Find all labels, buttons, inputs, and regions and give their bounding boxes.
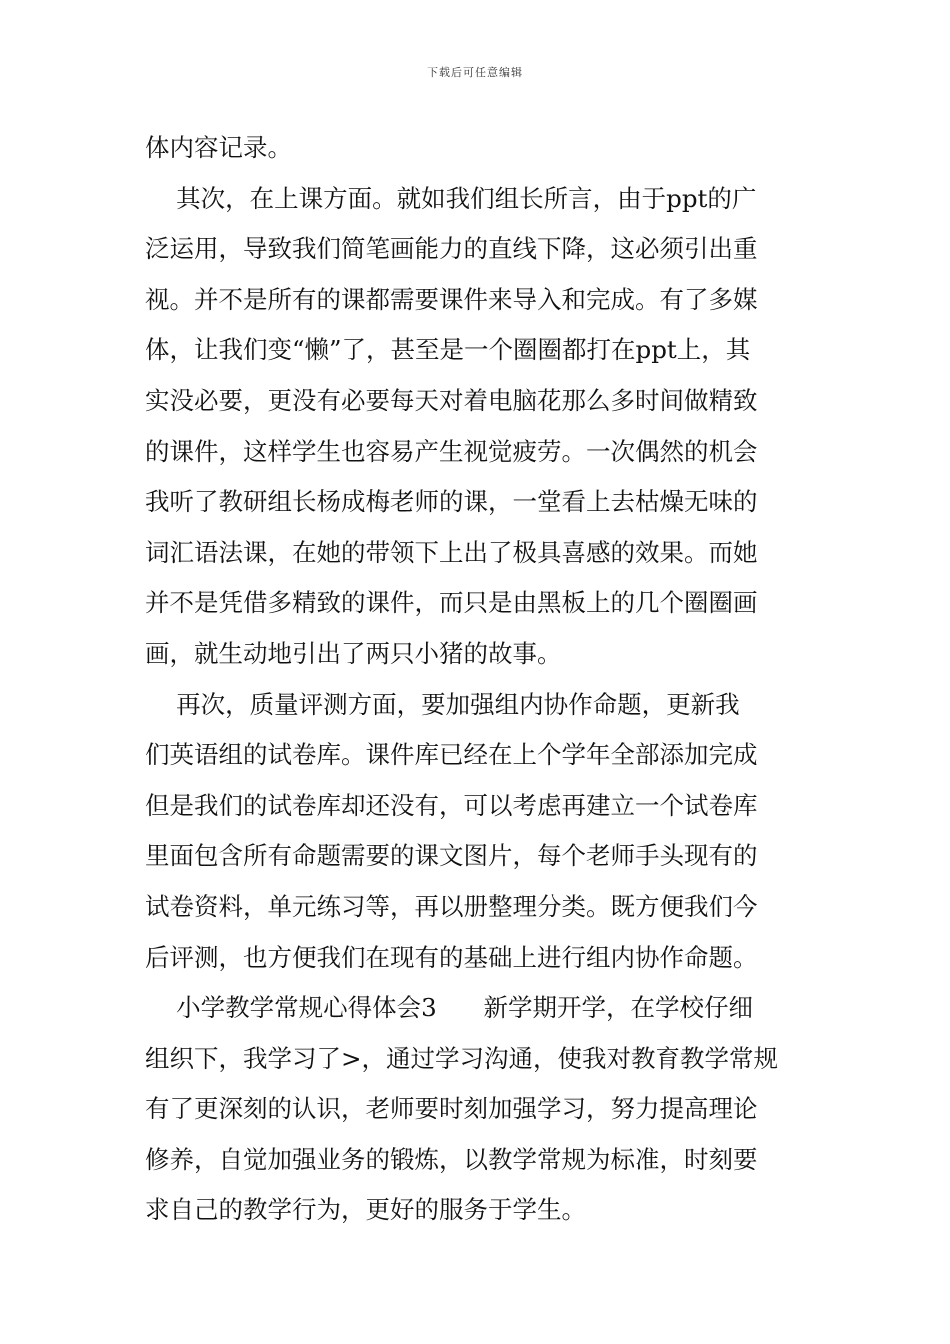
text-line: 组织下，我学习了>，通过学习沟通，使我对教育教学常规 [145, 1043, 779, 1073]
text-line: 但是我们的试卷库却还没有，可以考虑再建立一个试卷库 [145, 790, 758, 820]
text-line: 后评测，也方便我们在现有的基础上进行组内协作命题。 [145, 942, 758, 972]
text-line: 视。并不是所有的课都需要课件来导入和完成。有了多媒 [145, 284, 758, 314]
text-line: 的课件，这样学生也容易产生视觉疲劳。一次偶然的机会 [145, 436, 758, 466]
text-line: 画，就生动地引出了两只小猪的故事。 [145, 638, 562, 668]
text-line: 词汇语法课，在她的带领下上出了极具喜感的效果。而她 [145, 537, 758, 567]
text-line: 再次，质量评测方面，要加强组内协作命题，更新我 [145, 689, 740, 719]
text-line: 实没必要，更没有必要每天对着电脑花那么多时间做精致 [145, 385, 758, 415]
text-line: 修养，自觉加强业务的锻炼，以教学常规为标准，时刻要 [145, 1144, 758, 1174]
text-line: 并不是凭借多精致的课件，而只是由黑板上的几个圈圈画 [145, 588, 758, 618]
text-line: 其次，在上课方面。就如我们组长所言，由于ppt的广 [145, 183, 757, 213]
text-line: 我听了教研组长杨成梅老师的课，一堂看上去枯燥无味的 [145, 487, 758, 517]
text-line: 体，让我们变“懒”了，甚至是一个圈圈都打在ppt上，其 [145, 335, 751, 365]
page-header: 下载后可任意编辑 [427, 66, 523, 79]
text-line: 小学教学常规心得体会3 新学期开学，在学校仔细 [145, 993, 753, 1023]
text-line: 们英语组的试卷库。课件库已经在上个学年全部添加完成 [145, 740, 758, 770]
text-line: 求自己的教学行为，更好的服务于学生。 [145, 1195, 586, 1225]
text-line: 泛运用，导致我们简笔画能力的直线下降，这必须引出重 [145, 234, 758, 264]
text-line: 有了更深刻的认识，老师要时刻加强学习，努力提高理论 [145, 1094, 758, 1124]
text-line: 试卷资料，单元练习等，再以册整理分类。既方便我们今 [145, 891, 758, 921]
document-body [145, 123, 807, 1236]
text-line: 里面包含所有命题需要的课文图片，每个老师手头现有的 [145, 841, 758, 871]
text-line: 体内容记录。 [145, 133, 292, 162]
